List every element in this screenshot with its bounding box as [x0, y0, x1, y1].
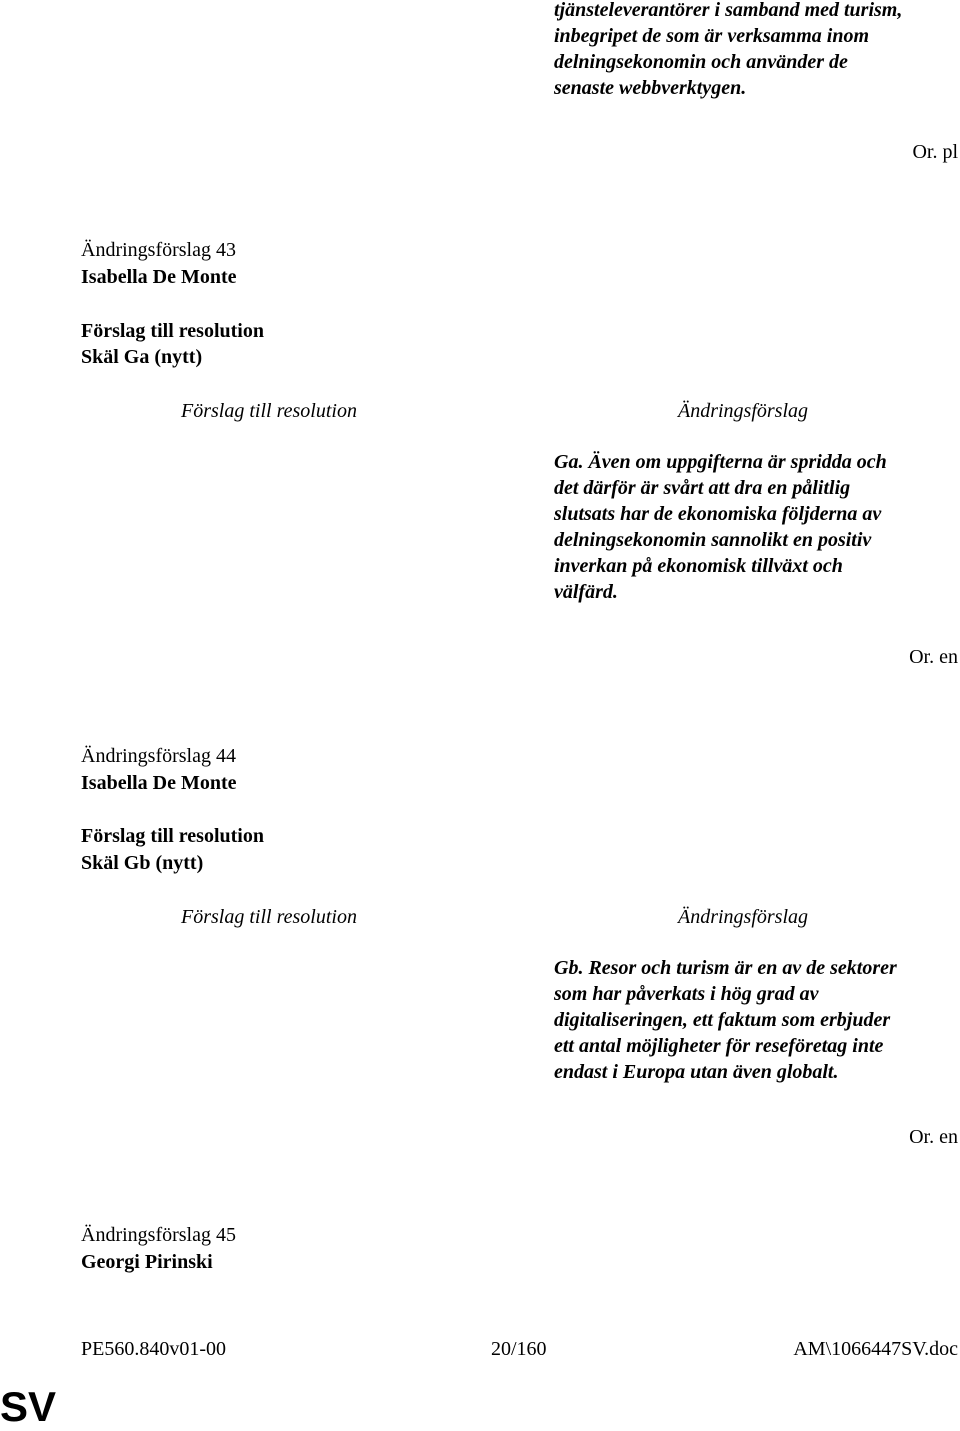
amendment-doc-type: Förslag till resolution	[81, 320, 264, 342]
amendment-heading	[81, 743, 236, 769]
amendment-text-line: ett antal möjligheter för reseföretag inte	[554, 1035, 884, 1057]
original-language: Or. en	[909, 646, 958, 668]
continuation-text	[554, 0, 902, 101]
amendment-text-line: som har påverkats i hög grad av	[554, 983, 819, 1005]
footer-file-ref: AM\1066447SV.doc	[793, 1338, 958, 1360]
footer-doc-ref: PE560.840v01-00	[81, 1338, 226, 1360]
amendment-author: Isabella De Monte	[81, 266, 237, 288]
amendment-text	[554, 449, 887, 605]
amendment-text-line: delningsekonomin sannolikt en positiv	[554, 529, 872, 551]
amendment-text-line: Gb. Resor och turism är en av de sektorer	[554, 957, 897, 979]
amendment-heading	[81, 237, 236, 263]
amendment-heading	[81, 1222, 236, 1248]
amendment-text-line: digitaliseringen, ett faktum som erbjuder	[554, 1009, 891, 1031]
continuation-line: delningsekonomin och använder de	[554, 51, 848, 73]
amendment-number: 43	[215, 239, 236, 261]
amendment-label: Ändringsförslag	[81, 1224, 211, 1246]
column-header-amendment: Ändringsförslag	[678, 906, 809, 928]
language-mark: SV	[0, 1383, 57, 1430]
continuation-line: tjänsteleverantörer i samband med turism,	[554, 0, 903, 21]
amendment-text-line: inverkan på ekonomisk tillväxt och	[554, 555, 843, 577]
amendment-author: Georgi Pirinski	[81, 1251, 213, 1273]
amendment-label: Ändringsförslag	[81, 745, 211, 767]
continuation-line: senaste webbverktygen.	[554, 77, 747, 99]
amendment-location: Skäl Ga (nytt)	[81, 346, 203, 368]
amendment-text	[554, 955, 897, 1085]
continuation-line: inbegripet de som är verksamma inom	[554, 25, 869, 47]
amendment-doc-type: Förslag till resolution	[81, 825, 264, 847]
original-language: Or. en	[909, 1126, 958, 1148]
column-header-amendment: Ändringsförslag	[678, 400, 809, 422]
amendment-text-line: det därför är svårt att dra en pålitlig	[554, 477, 851, 499]
original-language: Or. pl	[912, 141, 958, 163]
footer-page-number: 20/160	[491, 1338, 547, 1360]
amendment-text-line: slutsats har de ekonomiska följderna av	[554, 503, 882, 525]
amendment-number: 45	[215, 1224, 236, 1246]
amendment-text-line: välfärd.	[554, 581, 618, 603]
amendment-number: 44	[215, 745, 236, 767]
amendment-text-line: endast i Europa utan även globalt.	[554, 1061, 839, 1083]
amendment-location: Skäl Gb (nytt)	[81, 852, 204, 874]
column-header-original: Förslag till resolution	[181, 400, 357, 422]
amendment-label: Ändringsförslag	[81, 239, 211, 261]
amendment-author: Isabella De Monte	[81, 772, 237, 794]
amendment-text-line: Ga. Även om uppgifterna är spridda och	[554, 451, 887, 473]
column-header-original: Förslag till resolution	[181, 906, 357, 928]
